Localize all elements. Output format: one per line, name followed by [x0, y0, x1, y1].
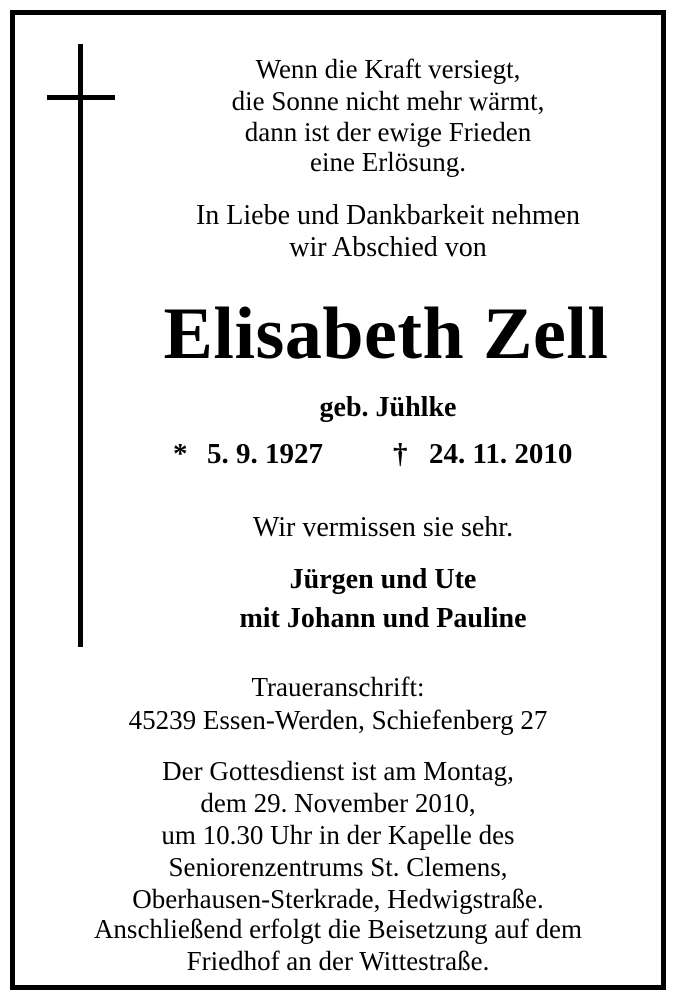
deceased-name: Elisabeth Zell: [163, 293, 609, 375]
service-line: Der Gottesdienst ist am Montag,: [162, 756, 514, 786]
farewell-line: wir Abschied von: [289, 232, 487, 263]
birth-date: 5. 9. 1927: [207, 438, 323, 470]
verse-line: die Sonne nicht mehr wärmt,: [231, 86, 545, 116]
service-line: Oberhausen-Sterkrade, Hedwigstraße.: [132, 884, 544, 914]
family-line: mit Johann und Pauline: [239, 603, 527, 634]
address-value: 45239 Essen-Werden, Schiefenberg 27: [128, 705, 548, 735]
verse-line: eine Erlösung.: [310, 147, 466, 177]
service-line: um 10.30 Uhr in der Kapelle des: [161, 820, 515, 850]
service-line: dem 29. November 2010,: [200, 788, 476, 818]
birth-symbol: *: [173, 438, 188, 470]
address-label: Traueranschrift:: [251, 672, 425, 702]
service-line: Friedhof an der Wittestraße.: [186, 946, 490, 976]
verse-line: dann ist der ewige Frieden: [244, 117, 532, 147]
family-line: Jürgen und Ute: [289, 564, 477, 595]
farewell-line: In Liebe und Dankbarkeit nehmen: [195, 200, 581, 231]
maiden-name: geb. Jühlke: [319, 392, 457, 423]
death-date: 24. 11. 2010: [429, 438, 573, 470]
death-symbol: †: [393, 438, 408, 470]
service-line: Anschließend erfolgt die Beisetzung auf dem: [93, 914, 583, 944]
verse-line: Wenn die Kraft versiegt,: [255, 54, 521, 84]
service-line: Seniorenzentrums St. Clemens,: [168, 852, 508, 882]
miss-line: Wir vermissen sie sehr.: [252, 512, 514, 543]
